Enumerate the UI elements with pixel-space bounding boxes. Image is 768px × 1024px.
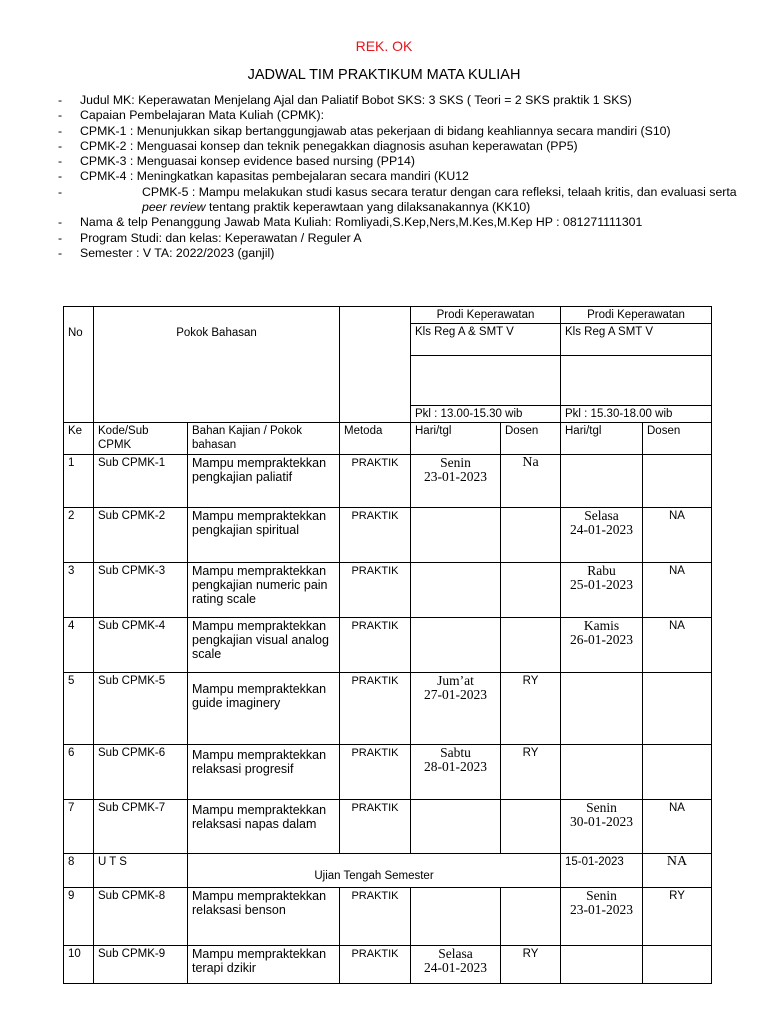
- info-cpmk-heading: - Capaian Pembelajaran Mata Kuliah (CPMK):: [58, 108, 325, 123]
- schedule-table: [63, 306, 712, 984]
- col-kode: Kode/Sub CPMK: [94, 423, 188, 455]
- info-cpmk-4: - CPMK-4 : Meningkatkan kapasitas pembejalaran secara mandiri (KU12: [58, 169, 469, 184]
- header-no: No: [64, 307, 94, 423]
- header-prodi-2: Prodi Keperawatan: [561, 307, 712, 324]
- col-dosen-2: Dosen: [643, 423, 712, 455]
- table-row: 4 Sub CPMK-4 Mampu mempraktekkan pengkajian visual analog scale PRAKTIK Kamis 26-01-2023 NA: [64, 618, 712, 673]
- col-dosen-1: Dosen: [501, 423, 561, 455]
- table-row: 5 Sub CPMK-5 Mampu mempraktekkan guide imaginery PRAKTIK Jum’at 27-01-2023 RY: [64, 673, 712, 745]
- header-kelas-1: Kls Reg A & SMT V: [411, 324, 561, 356]
- col-hari-2: Hari/tgl: [561, 423, 643, 455]
- header-pokok-bahasan: Pokok Bahasan: [94, 307, 340, 423]
- header-pkl-1: Pkl : 13.00-15.30 wib: [411, 406, 561, 423]
- course-info-list: [58, 93, 758, 261]
- page-title: JADWAL TIM PRAKTIKUM MATA KULIAH: [247, 67, 521, 83]
- info-penanggung-jawab: - Nama & telp Penanggung Jawab Mata Kuliah: Romliyadi,S.Kep,Ners,M.Kes,M.Kep HP : 081271111301: [58, 215, 643, 230]
- header-row-prodi: [64, 307, 712, 324]
- header-blank: [340, 307, 411, 423]
- table-row: 2 Sub CPMK-2 Mampu mempraktekkan pengkajian spiritual PRAKTIK Selasa 24-01-2023 NA: [64, 508, 712, 563]
- info-semester: - Semester : V TA: 2022/2023 (ganjil): [58, 245, 275, 260]
- table-row: 6 Sub CPMK-6 Mampu mempraktekkan relaksasi progresif PRAKTIK Sabtu 28-01-2023 RY: [64, 745, 712, 800]
- col-metoda: Metoda: [340, 423, 411, 455]
- info-program-studi: - Program Studi: dan kelas: Keperawatan / Reguler A: [58, 230, 362, 245]
- header-pkl-2: Pkl : 15.30-18.00 wib: [561, 406, 712, 423]
- table-row: 9 Sub CPMK-8 Mampu mempraktekkan relaksasi benson PRAKTIK Senin 23-01-2023 RY: [64, 888, 712, 946]
- info-cpmk-5: - CPMK-5 : Mampu melakukan studi kasus secara teratur dengan cara refleksi, telaah kritis, dan evaluasi serta peer review tentang praktik keperawtaan yang dilaksanakannya (KK10): [58, 184, 737, 215]
- rek-ok-stamp: REK. OK: [355, 38, 413, 54]
- uts-row: 8 U T S Ujian Tengah Semester 15-01-2023 NA: [64, 854, 712, 888]
- info-cpmk-3: - CPMK-3 : Menguasai konsep evidence based nursing (PP14): [58, 154, 415, 169]
- info-cpmk-1: - CPMK-1 : Menunjukkan sikap bertanggungjawab atas pekerjaan di bidang keahliannya secara mandiri (S10): [58, 123, 671, 138]
- table-row: 7 Sub CPMK-7 Mampu mempraktekkan relaksasi napas dalam PRAKTIK Senin 30-01-2023 NA: [64, 800, 712, 854]
- col-ke: Ke: [64, 423, 94, 455]
- col-hari-1: Hari/tgl: [411, 423, 501, 455]
- table-row: 10 Sub CPMK-9 Mampu mempraktekkan terapi dzikir PRAKTIK Selasa 24-01-2023 RY: [64, 946, 712, 984]
- table-row: 3 Sub CPMK-3 Mampu mempraktekkan pengkajian numeric pain rating scale PRAKTIK Rabu 25-01-2023 NA: [64, 563, 712, 618]
- col-bahan: Bahan Kajian / Pokok bahasan: [188, 423, 340, 455]
- table-row: 1 Sub CPMK-1 Mampu mempraktekkan pengkajian paliatif PRAKTIK Senin 23-01-2023 Na: [64, 455, 712, 508]
- info-cpmk-2: - CPMK-2 : Menguasai konsep dan teknik penegakkan diagnosis asuhan keperawatan (PP5): [58, 138, 578, 153]
- column-header-row: [64, 423, 712, 455]
- header-kelas-2: Kls Reg A SMT V: [561, 324, 712, 356]
- header-prodi-1: Prodi Keperawatan: [411, 307, 561, 324]
- info-judul-mk: - Judul MK: Keperawatan Menjelang Ajal dan Paliatif Bobot SKS: 3 SKS ( Teori = 2 SKS praktik 1 SKS): [58, 93, 632, 107]
